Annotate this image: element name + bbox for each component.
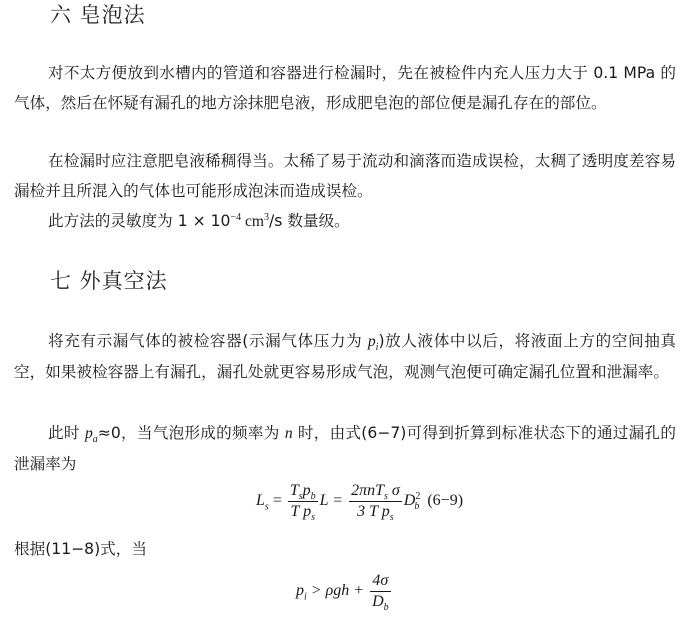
paragraph-condition [14, 534, 676, 564]
sensitivity-unit: cm [241, 213, 265, 230]
eq-lhs-sub: s [264, 501, 269, 513]
frac-num-sub: s [298, 491, 303, 503]
frac-den: T p [290, 503, 312, 520]
paragraph-text: )放人液体中以后，将液面上方的空间抽真空，如果被检容器上有漏孔，漏孔处就更容易形成气泡，观测气泡便可确定漏孔位置和泄漏率。 [14, 332, 676, 381]
frac-num2: p [302, 482, 311, 499]
frac-den: D [372, 593, 384, 610]
sensitivity-exponent: −4 [230, 211, 242, 223]
frequency-variable: n [284, 425, 293, 442]
frac-den-sub: s [389, 512, 394, 524]
paragraph-leak-rate [14, 418, 676, 479]
paragraph-sensitivity [14, 206, 676, 237]
section-heading-soap-bubble: 六 皂泡法 [50, 3, 146, 27]
paragraph-text: 在检漏时应注意肥皂液稀稠得当。太稀了易于流动和滴落而造成误检，太稠了透明度差容易漏检并且所混入的气体也可能形成泡沫而造成误检。 [14, 152, 676, 200]
frac-num: T [289, 482, 299, 499]
frac-num-sub: s [383, 491, 388, 503]
eq-mid: L = [319, 492, 348, 510]
paragraph-soap-consistency [14, 146, 676, 206]
paragraph-text: 此时 [48, 424, 85, 442]
equation-label: (6−9) [427, 492, 464, 510]
frac-num: 2πnT [351, 482, 384, 499]
pressure-variable: p [367, 333, 376, 350]
paragraph-text: 对不太方便放到水槽内的管道和容器进行检漏时，先在被检件内充人压力大于 0.1 MPa 的气体，然后在怀疑有漏孔的地方涂抹肥皂液，形成肥皂泡的部位便是漏孔存在的部位。 [14, 64, 676, 112]
fraction-bubble-rate [349, 482, 402, 524]
eq-sign: = [268, 492, 286, 510]
pressure-subscript: a [92, 434, 98, 446]
sensitivity-suffix: /s 数量级。 [269, 212, 350, 230]
fraction-surface-tension [370, 572, 391, 614]
paragraph-text: 时，由式(6−7)可得到折算到标准状态下的通过漏孔的泄漏率为 [14, 424, 676, 473]
frac-den-sub: b [383, 602, 389, 614]
fraction-temperature-pressure [288, 482, 318, 524]
paragraph-text: 根据(11−8)式，当 [14, 540, 147, 558]
equation-bubble-condition [296, 572, 393, 614]
frac-num2: σ [387, 482, 400, 499]
paragraph-soap-bubble-procedure [14, 58, 676, 118]
frac-den-sub: s [311, 512, 315, 524]
paragraph-text: 将充有示漏气体的被检容器(示漏气体压力为 [48, 332, 368, 350]
eq-rhs-sub: b [414, 501, 420, 513]
eq-mid: > ρgh + [306, 582, 369, 600]
eq-rhs: D [403, 492, 416, 510]
section-heading-external-vacuum: 七 外真空法 [50, 269, 168, 293]
eq-lhs: p [296, 582, 304, 600]
frac-num: 4σ [372, 572, 389, 589]
frac-den: 3 T p [357, 503, 390, 520]
pressure-variable: p [84, 425, 93, 442]
eq-lhs-sub: i [304, 591, 307, 603]
equation-6-9 [256, 482, 464, 524]
pressure-subscript: i [375, 342, 379, 354]
paragraph-text: ≈0，当气泡形成的频率为 [97, 424, 285, 442]
eq-lhs: L [256, 492, 265, 510]
sensitivity-text: 此方法的灵敏度为 1 × 10 [48, 212, 231, 230]
unit-exponent: 3 [264, 211, 270, 223]
eq-rhs-sup: 2 [415, 490, 421, 502]
paragraph-external-vacuum-procedure [14, 326, 676, 387]
frac-num2-sub: b [310, 491, 316, 503]
